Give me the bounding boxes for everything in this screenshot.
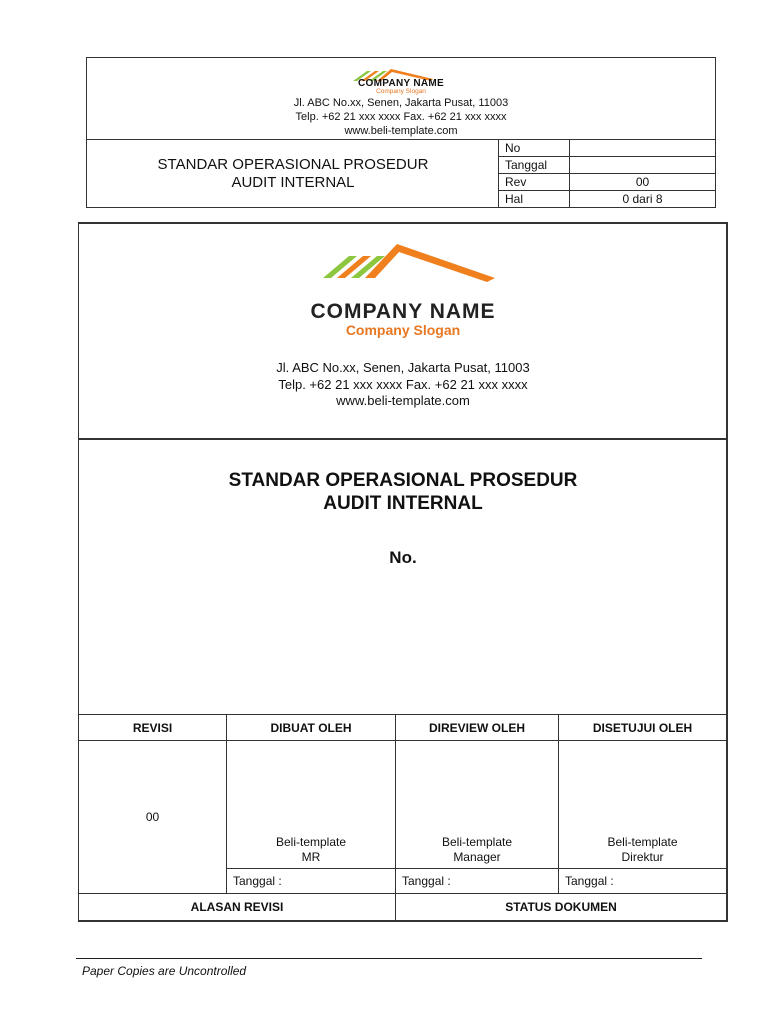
revision-reason-label: ALASAN REVISI bbox=[79, 894, 396, 921]
document-title-line2: AUDIT INTERNAL bbox=[323, 493, 483, 514]
cover-page bbox=[78, 222, 728, 922]
cover-company-name: COMPANY NAME bbox=[310, 300, 496, 323]
date-disetujui: Tanggal : bbox=[559, 869, 727, 894]
signature-disetujui bbox=[559, 741, 727, 869]
document-status-label: STATUS DOKUMEN bbox=[396, 894, 727, 921]
cover-phone: Telp. +62 21 xxx xxxx Fax. +62 21 xxx xxxx bbox=[278, 377, 528, 392]
company-logo bbox=[319, 238, 499, 290]
document-control-table bbox=[498, 139, 716, 208]
document-title-line1: STANDAR OPERASIONAL PROSEDUR bbox=[228, 470, 578, 491]
approval-footer-row bbox=[79, 894, 727, 921]
signature-direview bbox=[396, 741, 559, 869]
control-row-hal bbox=[499, 191, 716, 208]
company-slogan: Company Slogan bbox=[376, 88, 426, 95]
control-label: Hal bbox=[499, 191, 570, 208]
document-title bbox=[79, 469, 727, 515]
company-website: www.beli-template.com bbox=[344, 125, 458, 137]
signature-dibuat bbox=[227, 741, 396, 869]
header-title bbox=[87, 140, 499, 207]
signer-name: Beli-template bbox=[275, 835, 347, 849]
header-dibuat-oleh: DIBUAT OLEH bbox=[227, 715, 396, 741]
control-value: 00 bbox=[570, 174, 716, 191]
approval-table bbox=[78, 714, 727, 921]
revision-number: 00 bbox=[79, 741, 227, 894]
signer-name: Beli-template bbox=[441, 835, 513, 849]
signer-role: MR bbox=[301, 850, 321, 864]
signer-role: Direktur bbox=[621, 850, 664, 864]
header-title-line1: STANDAR OPERASIONAL PROSEDUR bbox=[157, 155, 429, 173]
approval-signature-row bbox=[79, 741, 727, 869]
date-direview: Tanggal : bbox=[396, 869, 559, 894]
control-row-rev bbox=[499, 174, 716, 191]
control-value bbox=[570, 140, 716, 157]
control-value: 0 dari 8 bbox=[570, 191, 716, 208]
control-row-no bbox=[499, 140, 716, 157]
signer-name: Beli-template bbox=[607, 835, 678, 849]
footer-divider bbox=[76, 958, 702, 959]
document-number-label: No. bbox=[389, 548, 417, 567]
cover-website: www.beli-template.com bbox=[336, 393, 470, 408]
header-disetujui-oleh: DISETUJUI OLEH bbox=[559, 715, 727, 741]
company-address: Jl. ABC No.xx, Senen, Jakarta Pusat, 11003 bbox=[293, 97, 509, 109]
cover-address: Jl. ABC No.xx, Senen, Jakarta Pusat, 11003 bbox=[276, 360, 530, 375]
approval-header-row bbox=[79, 715, 727, 741]
company-name: COMPANY NAME bbox=[357, 78, 444, 89]
header-revisi: REVISI bbox=[79, 715, 227, 741]
date-dibuat: Tanggal : bbox=[227, 869, 396, 894]
control-label: Tanggal bbox=[499, 157, 570, 174]
signer-role: Manager bbox=[453, 850, 501, 864]
cover-company-slogan: Company Slogan bbox=[345, 322, 461, 338]
cover-divider bbox=[79, 438, 727, 440]
control-label: Rev bbox=[499, 174, 570, 191]
footer-note: Paper Copies are Uncontrolled bbox=[82, 964, 247, 978]
control-row-tanggal bbox=[499, 157, 716, 174]
header-direview-oleh: DIREVIEW OLEH bbox=[396, 715, 559, 741]
header-title-line2: AUDIT INTERNAL bbox=[231, 173, 355, 191]
document-header bbox=[86, 57, 716, 208]
control-value bbox=[570, 157, 716, 174]
control-label: No bbox=[499, 140, 570, 157]
company-phone: Telp. +62 21 xxx xxxx Fax. +62 21 xxx xxxx bbox=[295, 111, 507, 123]
